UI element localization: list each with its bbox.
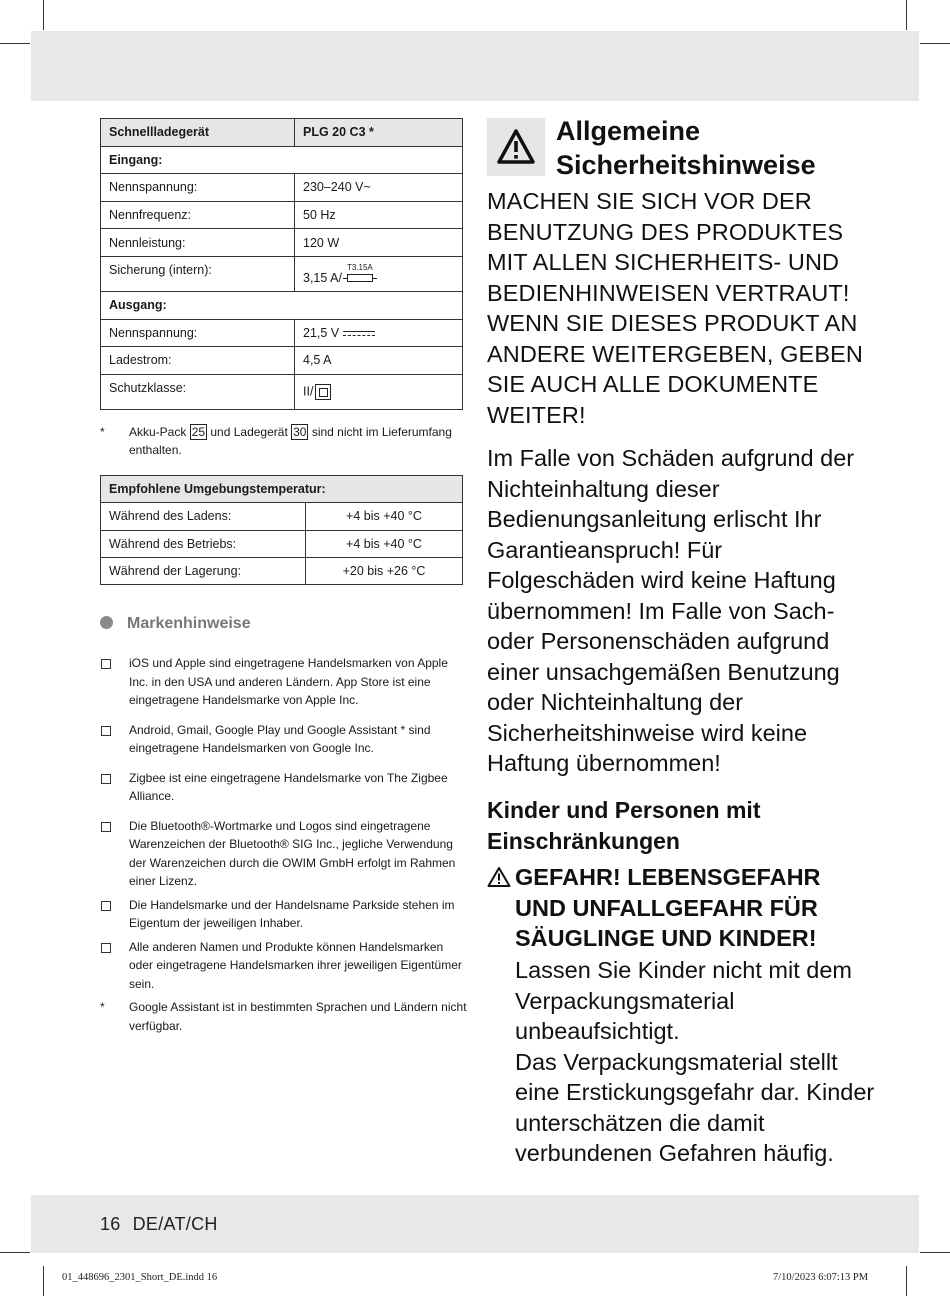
fuse-value [303,263,377,285]
table-cell: Sicherung (intern): [101,256,295,291]
star-bullet: * [100,1000,105,1014]
footnote-text: Akku-Pack 25 und Ladegerät 30 sind nicht im Lieferumfang enthalten. [129,425,452,457]
table-cell: Während der Lagerung: [101,557,306,584]
print-slug-file: 01_448696_2301_Short_DE.indd 16 [62,1272,218,1283]
list-item: Die Handelsmarke und der Handelsname Parkside stehen im Eigentum der jeweiligen Inhaber. [100,896,470,933]
table-cell: Nennspannung: [101,319,295,347]
danger-icon [487,866,511,893]
table-row [101,229,463,257]
table-cell: Nennleistung: [101,229,295,257]
table-cell: +4 bis +40 °C [306,503,463,530]
crop-mark [920,43,950,44]
checkbox-square-icon [100,817,114,838]
table-cell: Während des Ladens: [101,503,306,530]
section-title: Allgemeine Sicherheitshinweise [556,116,816,180]
crop-mark [906,0,907,30]
crop-mark [43,1266,44,1296]
section-label-input: Eingang: [101,146,463,174]
trademark-heading: Markenhinweise [100,615,251,633]
table-row [101,557,463,584]
fuse-value-text: 3,15 A/ [303,270,342,285]
danger-heading: GEFAHR! LEBENSGEFAHR UND UNFALLGEFAHR FÜR SÄUGLINGE UND KINDER! [515,864,821,951]
table-cell: 230–240 V~ [295,174,463,202]
print-slug-datetime: 7/10/2023 6:07:13 PM [773,1272,869,1283]
table-cell: +4 bis +40 °C [306,530,463,557]
fuse-icon [343,263,377,285]
table-cell: Schnellladegerät [101,119,295,147]
crop-mark [43,0,44,30]
list-item: iOS und Apple sind eingetragene Handelsmarken von Apple Inc. in den USA und anderen Ländern. App Store ist eine eingetragene Handelsmarke von Apple Inc. [100,654,470,710]
danger-body: Lassen Sie Kinder nicht mit dem Verpackungsmaterial unbeaufsichtigt. Das Verpackungsmaterial stellt eine Erstickungsgefahr dar. Kinder unterschätzen die damit verbundenen Gefahren häufig. [515,957,875,1166]
section-label-output: Ausgang: [101,291,463,319]
protection-class-value: II/ [303,384,314,399]
table-cell [295,256,463,291]
table-cell: Ladestrom: [101,347,295,375]
table-row [101,530,463,557]
table-row [101,174,463,202]
list-item: * Google Assistant ist in bestimmten Sprachen und Ländern nicht verfügbar. [100,1000,467,1033]
item-number-box: 30 [293,425,307,439]
table-cell: +20 bis +26 °C [306,557,463,584]
table-cell [295,319,463,347]
table-row [101,503,463,530]
table-row [101,146,463,174]
table-cell: Schutzklasse: [101,374,295,409]
list-item: Android, Gmail, Google Play und Google Assistant * sind eingetragene Handelsmarken von Google Inc. [100,721,470,758]
direct-current-icon [343,330,375,338]
trademark-list [100,654,470,1046]
table-cell: 4,5 A [295,347,463,375]
crop-mark [0,43,30,44]
footnote-star: * [100,425,105,439]
table-cell: 50 Hz [295,201,463,229]
list-item: Die Bluetooth®-Wortmarke und Logos sind eingetragene Warenzeichen der Bluetooth® SIG Inc., jegliche Verwendung der Warenzeichen durch die OWIM GmbH erfolgt im Rahmen einer Lizenz. [100,817,470,891]
crop-mark [906,1266,907,1296]
subheading: Kinder und Personen mit Einschränkungen [487,797,761,854]
table-row [101,347,463,375]
temperature-table [100,475,463,585]
header-band [31,31,919,101]
table-row [101,201,463,229]
table-row [101,319,463,347]
crop-mark [920,1252,950,1253]
footnote [100,423,470,459]
table-row [101,119,463,147]
table-row [101,291,463,319]
table-cell: Nennfrequenz: [101,201,295,229]
table-header: Empfohlene Umgebungstemperatur: [101,476,463,503]
list-item: Zigbee ist eine eingetragene Handelsmarke von The Zigbee Alliance. [100,769,470,806]
item-number-box: 25 [191,425,206,439]
checkbox-square-icon [100,938,114,959]
checkbox-square-icon [100,769,114,790]
table-row [101,374,463,409]
table-cell: PLG 20 C3 * [295,119,463,147]
body-text: Im Falle von Schäden aufgrund der Nichteinhaltung dieser Bedienungsanleitung erlischt Ihr Garantieanspruch! Für Folgeschäden wird keine Haftung übernommen! Im Falle von Sach- oder Personenschäden aufgrund einer unsachgemäßen Benutzung oder Nichteinhaltung der Sicherheitshinweise wird keine Haftung übernommen! [487,445,855,776]
table-row [101,476,463,503]
table-cell [295,374,463,409]
table-cell: 120 W [295,229,463,257]
protection-class-ii-icon [315,384,331,400]
list-item: Alle anderen Namen und Produkte können Handelsmarken oder eingetragene Handelsmarken ihrer jeweiligen Eigentümer sein. [100,938,470,994]
output-voltage-value: 21,5 V [303,325,340,340]
table-cell: Nennspannung: [101,174,295,202]
caps-warning-text: MACHEN SIE SICH VOR DER BENUTZUNG DES PRODUKTES MIT ALLEN SICHERHEITS- UND BEDIENHINWEISEN VERTRAUT! WENN SIE DIESES PRODUKT AN ANDERE WEITERGEBEN, GEBEN SIE AUCH ALLE DOKUMENTE WEITER! [487,188,863,428]
region-label: DE/AT/CH [132,1214,218,1234]
checkbox-square-icon [100,654,114,675]
checkbox-square-icon [100,896,114,917]
bullet-dot-icon [100,616,113,629]
spec-table [100,118,463,410]
warning-icon [487,118,545,176]
page-number: 16 DE/AT/CH [100,1214,218,1234]
checkbox-square-icon [100,721,114,742]
crop-mark [0,1252,30,1253]
table-cell: Während des Betriebs: [101,530,306,557]
fuse-symbol-label: T3.15A [346,262,373,272]
table-row [101,256,463,291]
